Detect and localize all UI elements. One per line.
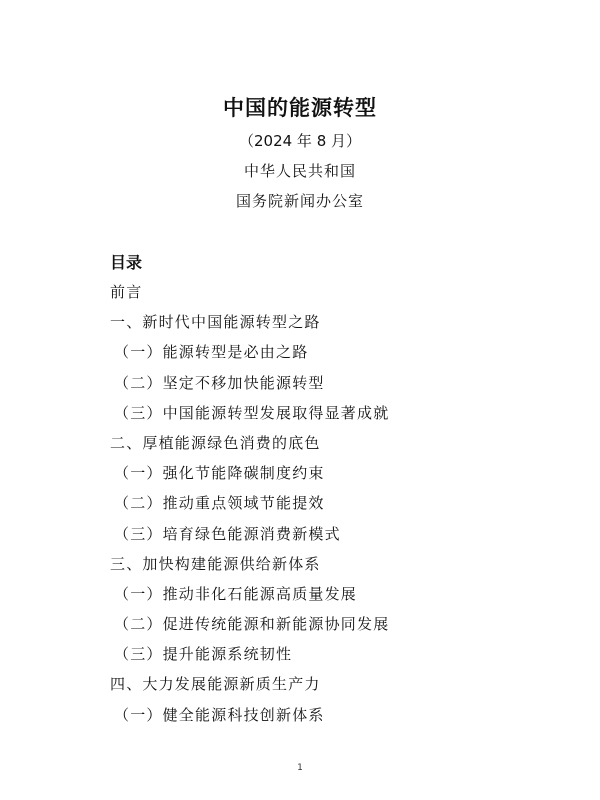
toc-item: （一）强化节能降碳制度约束 xyxy=(114,464,325,483)
issuer-line-2: 国务院新闻办公室 xyxy=(235,192,364,210)
toc-item: （一）健全能源科技创新体系 xyxy=(114,705,325,724)
toc-item: （一）能源转型是必由之路 xyxy=(114,343,309,362)
toc-item: 二、厚植能源绿色消费的底色 xyxy=(110,433,321,452)
document-date: （2024 年 8 月） xyxy=(238,132,362,150)
toc-item: 一、新时代中国能源转型之路 xyxy=(110,313,321,332)
toc-item: 四、大力发展能源新质生产力 xyxy=(110,675,321,694)
toc-item: （二）推动重点领域节能提效 xyxy=(114,494,325,513)
toc-item: （三）提升能源系统韧性 xyxy=(114,645,293,664)
toc-item: （二）坚定不移加快能源转型 xyxy=(114,373,325,392)
toc-item: （三）中国能源转型发展取得显著成就 xyxy=(114,403,390,422)
table-of-contents xyxy=(110,282,389,735)
toc-item: （二）促进传统能源和新能源协同发展 xyxy=(114,615,390,634)
page-number: 1 xyxy=(297,763,303,773)
document-title: 中国的能源转型 xyxy=(223,96,377,120)
toc-heading: 目录 xyxy=(110,253,143,272)
issuer-line-1: 中华人民共和国 xyxy=(243,162,356,180)
toc-item: 三、加快构建能源供给新体系 xyxy=(110,554,321,573)
toc-item: （一）推动非化石能源高质量发展 xyxy=(114,584,358,603)
toc-item: （三）培育绿色能源消费新模式 xyxy=(114,524,341,543)
toc-item: 前言 xyxy=(110,283,143,301)
